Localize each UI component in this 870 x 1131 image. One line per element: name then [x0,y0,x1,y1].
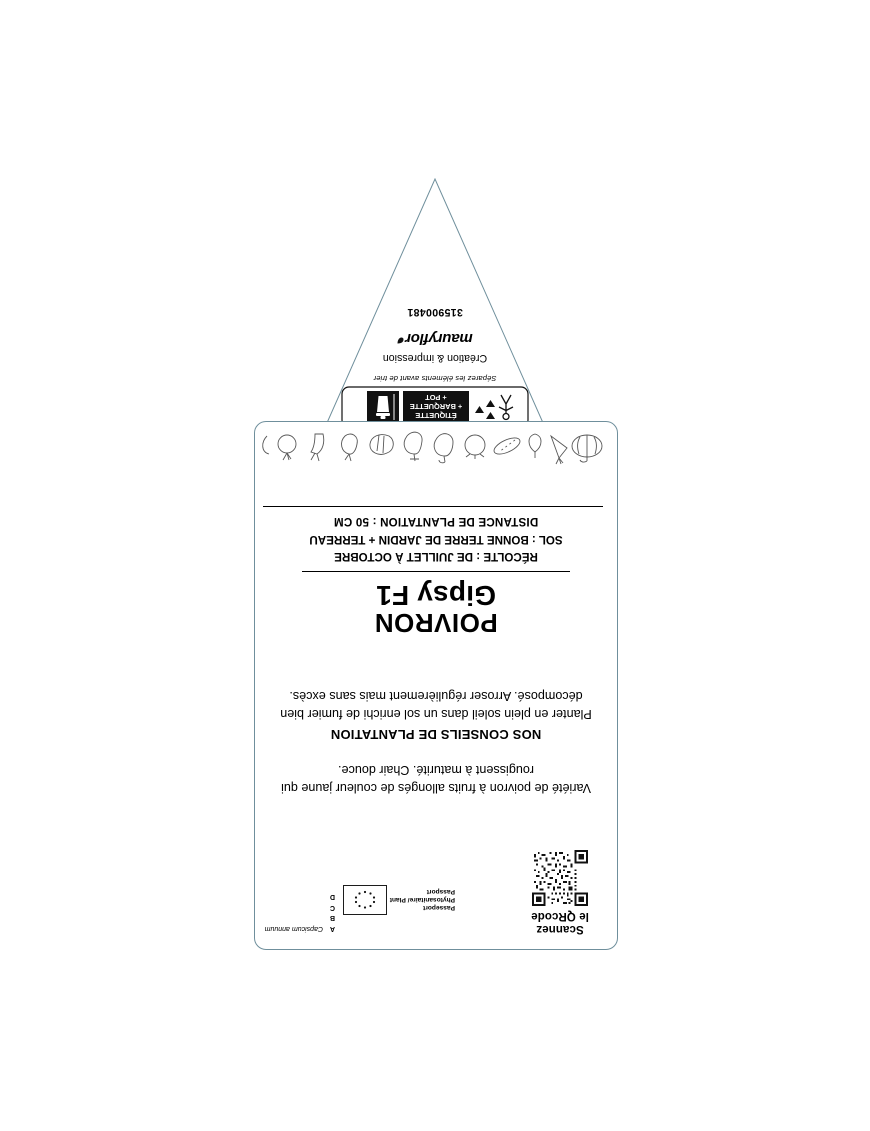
qr-call-to-action [517,909,603,935]
qr-block [517,850,603,935]
divider-bottom [263,506,603,507]
plant-label-rotated-content [252,178,618,953]
reference-code: 315900481 [407,306,463,318]
phytosanitary-entry-c [265,902,335,913]
phytosanitary-letter-d: D [329,893,335,901]
brand-flor: flor [405,330,429,347]
spec-harvest [269,548,603,565]
phytosanitary-title [389,886,455,911]
vegetables-illustration-strip [261,426,611,472]
qr-code-icon[interactable] [532,850,588,906]
spec-distance [269,513,603,530]
planting-advice-title: NOS CONSEILS DE PLANTATION [330,727,542,743]
leaf-icon [397,337,404,344]
divider-top [302,571,570,572]
eu-flag-icon [343,885,387,915]
phytosanitary-value-a: Capsicum annuum [264,925,323,932]
svg-text:+ POT: + POT [425,393,447,402]
phytosanitary-title-line1: Passeport Phytosanitaire/ [407,895,455,911]
brand-maury: maury [428,330,473,347]
culture-name: POIVRON [374,608,498,639]
recycling-info-block [341,374,529,428]
recycling-note: Séparez les éléments avant de trier [373,374,497,383]
top-band [255,845,617,949]
svg-text:ÉTIQUETTE: ÉTIQUETTE [415,411,457,420]
phytosanitary-letter-c: C [329,904,335,911]
phytosanitary-title-line2: Plant Passport [389,887,455,903]
specs-list [269,513,603,565]
spec-harvest-value: DE JUILLET À OCTOBRE [334,550,474,564]
planting-advice-text: Planter en plein soleil dans un sol enrichi de fumier bien décomposé. Arroser régulièrement mais sans excès. [280,689,592,722]
variety-description: Variété de poivron à fruits allongés de couleur jaune qui rougissent à maturité. Chair douce. [281,762,591,795]
phytosanitary-entry-a [265,923,335,934]
spec-soil-value: BONNE TERRE DE JARDIN + TERREAU [309,532,529,546]
phytosanitary-entries [265,891,335,933]
plant-label-artboard [252,178,618,953]
printer-credit-block [335,306,535,364]
spec-distance-label: DISTANCE DE PLANTATION : [372,515,539,529]
variety-name: Gipsy F1 [376,579,496,611]
spec-distance-value: 50 CM [333,515,369,529]
svg-text:+ BARQUETTE: + BARQUETTE [409,402,463,411]
phytosanitary-entry-d [265,891,335,902]
naming-and-specs-block [269,506,603,639]
label-spike [320,178,550,438]
spec-soil-label: SOL : [531,532,563,546]
spec-soil [269,530,603,547]
spec-harvest-label: RÉCOLTE : [476,550,538,564]
phytosanitary-letter-b: B [329,914,335,922]
credit-line: Création & impression [382,352,488,364]
qr-cta-line2: le QRcode [531,910,589,923]
mauryflor-logo [335,330,535,347]
label-card [254,421,618,950]
qr-cta-line1: Scannez [536,923,584,935]
phytosanitary-entry-b [265,912,335,923]
phytosanitary-letter-a: A [329,925,335,932]
